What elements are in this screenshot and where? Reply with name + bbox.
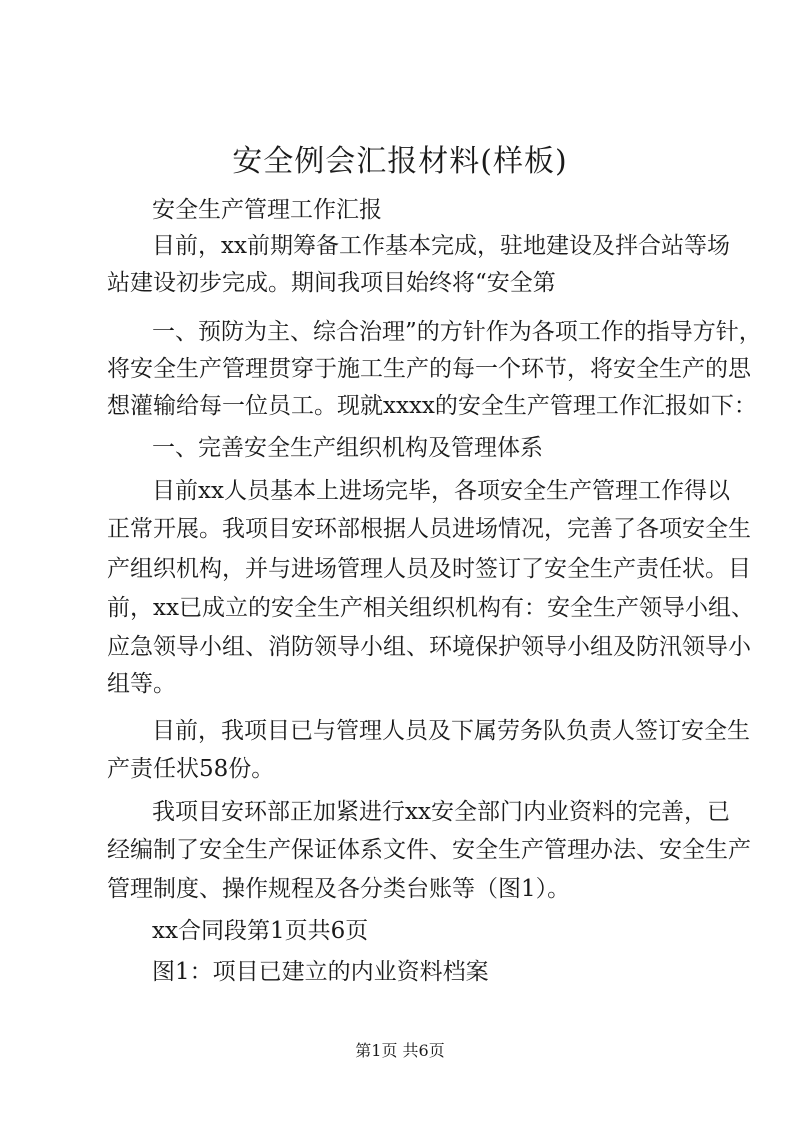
- paragraph-line: 一、预防为主、综合治理”的方针作为各项工作的指导方针，: [152, 319, 762, 345]
- paragraph-line: 站建设初步完成。期间我项目始终将“安全第: [107, 270, 556, 296]
- paragraph-line: 经编制了安全生产保证体系文件、安全生产管理办法、安全生产: [107, 837, 751, 863]
- paragraph-line: xx合同段第1页共6页: [152, 918, 369, 944]
- section-heading: 一、完善安全生产组织机构及管理体系: [152, 435, 543, 461]
- paragraph-line: 目前，我项目已与管理人员及下属劳务队负责人签订安全生: [152, 718, 750, 744]
- paragraph-line: 目前，xx前期筹备工作基本完成，驻地建设及拌合站等场: [152, 233, 730, 259]
- paragraph-line: 组等。: [107, 671, 176, 697]
- paragraph-line: 管理制度、操作规程及各分类台账等（图1）。: [107, 876, 571, 902]
- paragraph-line: 正常开展。我项目安环部根据人员进场情况，完善了各项安全生: [107, 516, 751, 542]
- paragraph-line: 前，xx已成立的安全生产相关组织机构有：安全生产领导小组、: [107, 595, 754, 621]
- paragraph-line: 应急领导小组、消防领导小组、环境保护领导小组及防汛领导小: [107, 634, 751, 660]
- paragraph-line: 我项目安环部正加紧进行xx安全部门内业资料的完善，已: [152, 799, 730, 825]
- document-title: 安全例会汇报材料(样板): [232, 144, 568, 179]
- paragraph-line: 产组织机构，并与进场管理人员及时签订了安全生产责任状。目: [107, 556, 751, 582]
- paragraph-line: 目前xx人员基本上进场完毕，各项安全生产管理工作得以: [152, 478, 730, 504]
- figure-caption: 图1：项目已建立的内业资料档案: [152, 959, 489, 985]
- section-heading: 安全生产管理工作汇报: [152, 197, 382, 223]
- paragraph-line: 产责任状58份。: [107, 756, 275, 782]
- page-footer: 第1页 共6页: [355, 1041, 445, 1060]
- paragraph-line: 将安全生产管理贯穿于施工生产的每一个环节，将安全生产的思: [107, 356, 751, 382]
- paragraph-line: 想灌输给每一位员工。现就xxxx的安全生产管理工作汇报如下：: [107, 393, 757, 419]
